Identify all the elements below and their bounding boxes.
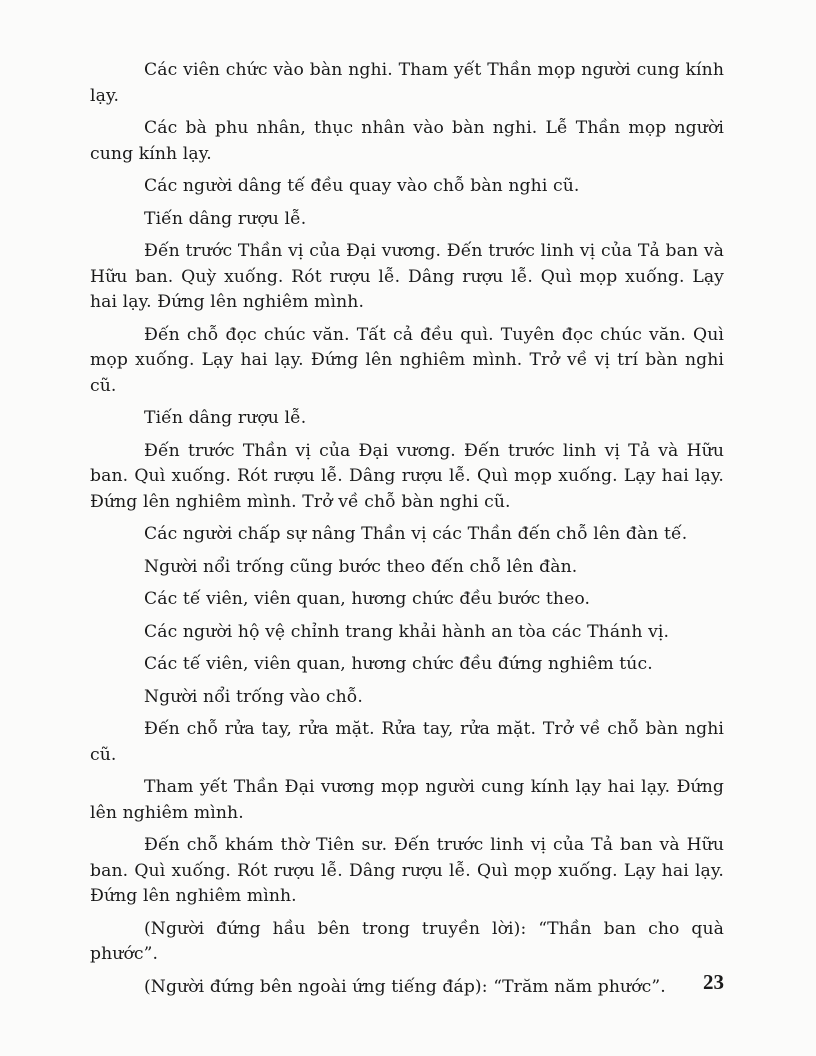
paragraph: Các viên chức vào bàn nghi. Tham yết Thần mọp người cung kính lạy. bbox=[90, 60, 724, 106]
paragraph: Các tế viên, viên quan, hương chức đều bước theo. bbox=[144, 589, 591, 609]
paragraph: (Người đứng bên ngoài ứng tiếng đáp): “Trăm năm phước”. bbox=[144, 976, 666, 997]
paragraph: Đến chỗ đọc chúc văn. Tất cả đều quì. Tuyên đọc chúc văn. Quì mọp xuống. Lạy hai lạy. Đứng lên nghiêm mình. Trở về vị trí bàn nghi cũ. bbox=[90, 324, 724, 396]
paragraph: Các người dâng tế đều quay vào chỗ bàn nghi cũ. bbox=[144, 176, 580, 196]
paragraph: Các người chấp sự nâng Thần vị các Thần đến chỗ lên đàn tế. bbox=[144, 524, 688, 544]
paragraph: Các tế viên, viên quan, hương chức đều đứng nghiêm túc. bbox=[144, 654, 653, 674]
paragraph: Đến trước Thần vị của Đại vương. Đến trước linh vị của Tả ban và Hữu ban. Quỳ xuống. Rót rượu lễ. Dâng rượu lễ. Quì mọp xuống. Lạy hai lạy. Đứng lên nghiêm mình. bbox=[90, 241, 724, 312]
paragraph: (Người đứng hầu bên trong truyền lời): “Thần ban cho quà phước”. bbox=[90, 918, 724, 964]
paragraph: Các bà phu nhân, thục nhân vào bàn nghi. Lễ Thần mọp người cung kính lạy. bbox=[90, 118, 724, 164]
paragraph: Tiến dâng rượu lễ. bbox=[144, 408, 307, 428]
paragraph: Tham yết Thần Đại vương mọp người cung kính lạy hai lạy. Đứng lên nghiêm mình. bbox=[90, 777, 724, 823]
paragraph: Người nổi trống vào chỗ. bbox=[144, 686, 363, 707]
paragraph: Người nổi trống cũng bước theo đến chỗ lên đàn. bbox=[144, 556, 578, 577]
paragraph: Đến chỗ khám thờ Tiên sư. Đến trước linh vị của Tả ban và Hữu ban. Quì xuống. Rót rượu lễ. Dâng rượu lễ. Quì mọp xuống. Lạy hai lạy. Đứng lên nghiêm mình. bbox=[90, 835, 724, 906]
paragraph: Đến trước Thần vị của Đại vương. Đến trước linh vị Tả và Hữu ban. Quì xuống. Rót rượu lễ. Dâng rượu lễ. Quì mọp xuống. Lạy hai lạy. Đứng lên nghiêm mình. Trở về chỗ bàn nghi cũ. bbox=[90, 440, 724, 512]
page-number: 23 bbox=[703, 970, 724, 994]
paragraph: Các người hộ vệ chỉnh trang khải hành an tòa các Thánh vị. bbox=[144, 621, 670, 642]
paragraph: Tiến dâng rượu lễ. bbox=[144, 208, 307, 229]
paragraph: Đến chỗ rửa tay, rửa mặt. Rửa tay, rửa mặt. Trở về chỗ bàn nghi cũ. bbox=[90, 719, 724, 765]
